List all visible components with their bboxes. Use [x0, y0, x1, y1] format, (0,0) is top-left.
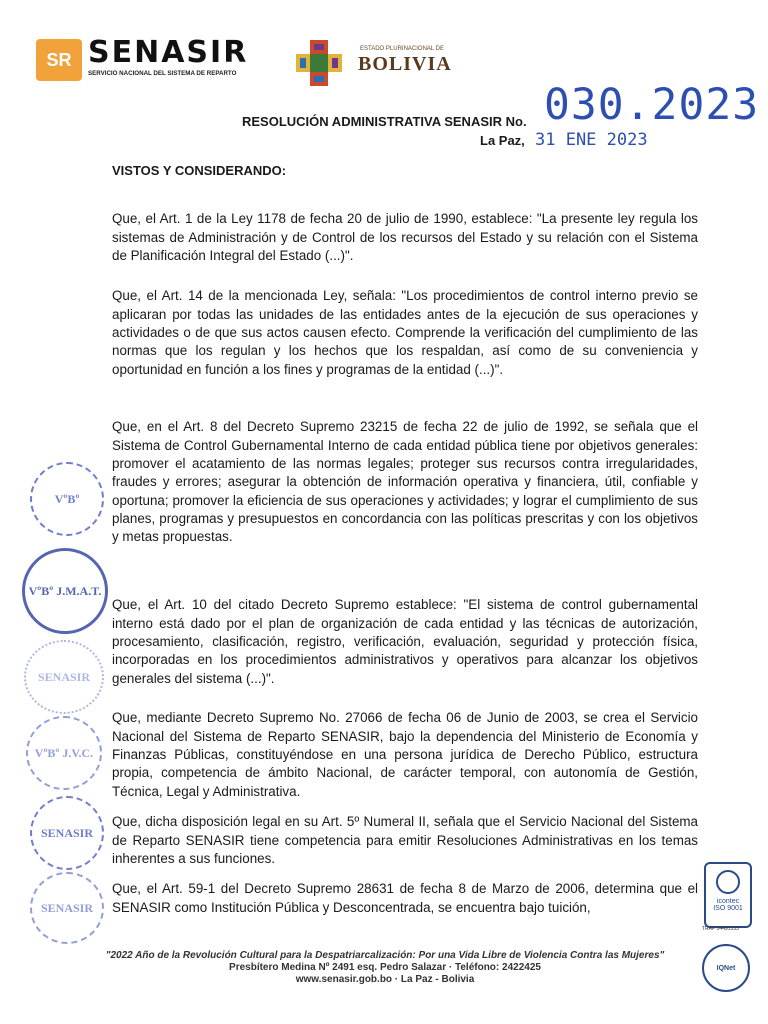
paragraph: Que, el Art. 10 del citado Decreto Supremo establece: "El sistema de control gubernamental interno está dado por el plan de organización de cada entidad y las técnicas de autorización, procesamiento, clasificación, registro, verificación, evaluación, seguridad y protección física, incorporadas en los procedimientos administrativos y operativos para alcanzar los objetivos generales del sistema (...)". — [112, 597, 698, 686]
resolution-place: La Paz, — [480, 133, 525, 148]
approval-stamp: SENASIR — [30, 872, 104, 944]
senasir-badge: SR — [36, 39, 82, 81]
icontec-seal — [704, 862, 752, 928]
paragraph: Que, el Art. 1 de la Ley 1178 de fecha 20 de julio de 1990, establece: "La presente ley regula los sistemas de Administración y de Control de los recursos del Estado y su relación con el Sistema de Planificación Integral del Estado (...)". — [112, 211, 698, 263]
senasir-name: SENASIR — [88, 35, 249, 70]
footer-website: www.senasir.gob.bo · La Paz - Bolivia — [295, 974, 475, 985]
paragraph: Que, dicha disposición legal en su Art. 5º Numeral II, señala que el Servicio Nacional del Sistema de Reparto SENASIR tiene competencia para emitir Resoluciones Administrativas en los temas inherentes a sus funciones. — [112, 814, 698, 866]
senasir-logo — [36, 36, 268, 84]
bolivia-state-label: ESTADO PLURINACIONAL DE — [360, 46, 445, 52]
section-title: VISTOS Y CONSIDERANDO: — [112, 163, 287, 178]
resolution-date: 31 ENE 2023 — [535, 130, 648, 150]
iqnet-seal: IQNet — [702, 944, 750, 992]
resolution-number: 030.2023 — [544, 80, 760, 130]
approval-stamp: SENASIR — [30, 796, 104, 870]
icontec-label: icontec — [716, 898, 740, 905]
iso-label: ISO 9001 — [713, 905, 743, 912]
icontec-ring-icon — [716, 870, 740, 894]
paragraph: Que, el Art. 59-1 del Decreto Supremo 28631 de fecha 8 de Marzo de 2006, determina que el SENASIR como Institución Pública y Desconcentrada, se encuentra bajo tuición, — [112, 881, 698, 915]
approval-stamp: SENASIR — [24, 640, 104, 714]
approval-stamp: VºBº J.V.C. — [26, 716, 102, 790]
bolivia-emblem-icon — [296, 40, 342, 86]
approval-stamp: VºBº — [30, 462, 104, 536]
paragraph: Que, mediante Decreto Supremo No. 27066 de fecha 06 de Junio de 2003, se crea el Servicio Nacional del Sistema de Reparto SENASIR, bajo la dependencia del Ministerio de Economía y Finanzas Públicas, constituyéndose en una persona jurídica de Derecho Público, estructura propia, competencia de ámbito Nacional, de carácter temporal, con autonomía de Gestión, Técnica, Legal y Administrativa. — [112, 710, 698, 799]
paragraph: Que, en el Art. 8 del Decreto Supremo 23215 de fecha 22 de julio de 1992, se señala que el Sistema de Control Gubernamental Interno de cada entidad pública tiene por objetivos generales: promover el acatamiento de las normas legales; proteger sus recursos contra irregularidades, fraudes y errores; asegurar la obtención de información operativa y financiera, útil, confiable y oportuna; promover la eficiencia de sus operaciones y actividades; y lograr el cumplimiento de sus planes, programas y presupuestos en concordancia con las políticas prescritas y con los objetivos y metas propuestas. — [112, 419, 698, 545]
footer-address: Presbítero Medina Nº 2491 esq. Pedro Salazar · Teléfono: 2422425 — [229, 962, 541, 973]
footer-motto: "2022 Año de la Revolución Cultural para la Despatriarcalización: Por una Vida Libre de Violencia Contra las Mujeres" — [105, 950, 665, 961]
approval-stamp: VºBº J.M.A.T. — [22, 548, 108, 634]
senasir-subtitle: SERVICIO NACIONAL DEL SISTEMA DE REPARTO — [88, 70, 237, 77]
paragraph: Que, el Art. 14 de la mencionada Ley, señala: "Los procedimientos de control interno previo se aplicaran por todas las unidades de las entidades antes de la ejecución de sus operaciones y actividades o de que sus actos causen efecto. Comprende la verificación del cumplimiento de las normas que los regulan y los hechos que los respaldan, así como de su conveniencia y oportunidad en función a los fines y programas de la entidad (...)". — [112, 288, 698, 377]
bolivia-logo — [296, 38, 456, 88]
bolivia-name: BOLIVIA — [358, 53, 452, 75]
resolution-title: RESOLUCIÓN ADMINISTRATIVA SENASIR No. — [242, 114, 527, 129]
icontec-code: TRAP 04491553 — [702, 926, 739, 932]
